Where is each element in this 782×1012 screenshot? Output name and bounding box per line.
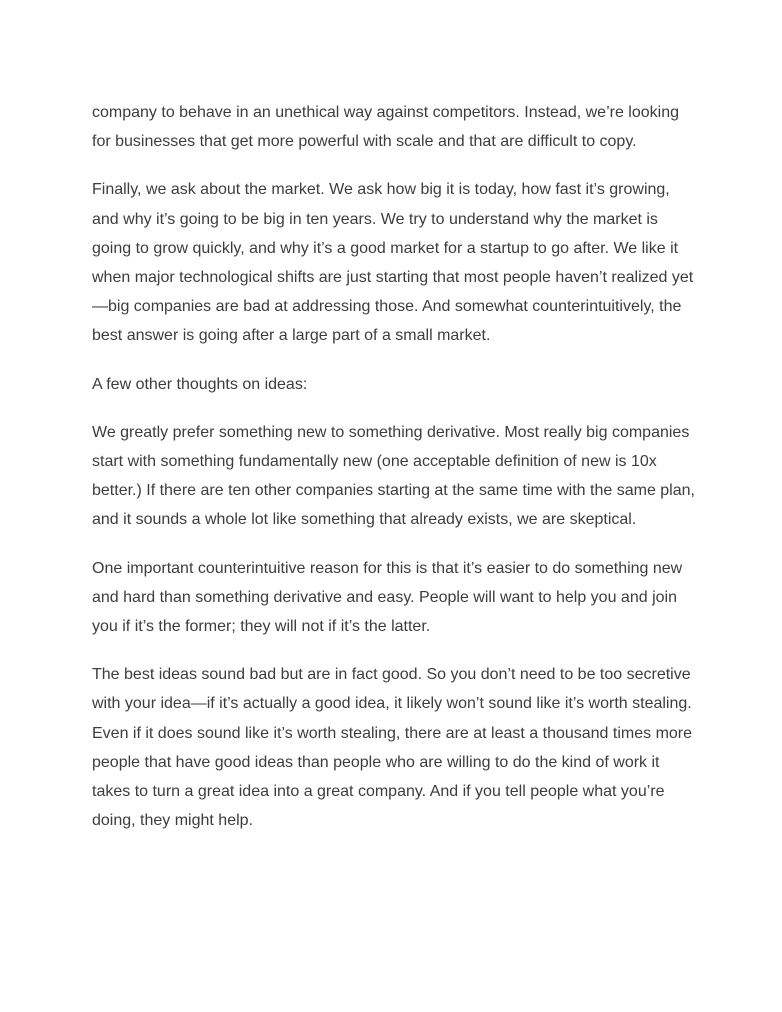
paragraph-other-thoughts-heading: A few other thoughts on ideas: [92, 375, 308, 393]
paragraph-new-vs-derivative: We greatly prefer something new to something derivative. Most really big companies start with something fundamentally new (one acceptable definition of new is 10x better.) If there are ten other companies starting at the same time with the same plan, and it sounds a whole lot like something that already exists, we are skeptical. [92, 423, 695, 529]
document-page [92, 98, 697, 854]
paragraph-market: Finally, we ask about the market. We ask how big it is today, how fast it’s growing, and why it’s going to be big in ten years. We try to understand why the market is going to grow quickly, and why it’s a good market for a startup to go after. We like it when major technological shifts are just starting that most people haven’t realized yet—big companies are bad at addressing those. And somewhat counterintuitively, the best answer is going after a large part of a small market. [92, 181, 694, 345]
paragraph-best-ideas: The best ideas sound bad but are in fact good. So you don’t need to be too secretive with your idea—if it’s actually a good idea, it likely won’t sound like it’s worth stealing. Even if it does sound like it’s worth stealing, there are at least a thousand times more people that have good ideas than people who are willing to do the kind of work it takes to turn a great idea into a great company. And if you tell people what you’re doing, they might help. [92, 666, 693, 830]
paragraph-competitors: company to behave in an unethical way against competitors. Instead, we’re looking for businesses that get more powerful with scale and that are difficult to copy. [92, 104, 680, 151]
paragraph-counterintuitive-reason: One important counterintuitive reason for this is that it’s easier to do something new and hard than something derivative and easy. People will want to help you and join you if it’s the former; they will not if it’s the latter. [92, 559, 683, 636]
